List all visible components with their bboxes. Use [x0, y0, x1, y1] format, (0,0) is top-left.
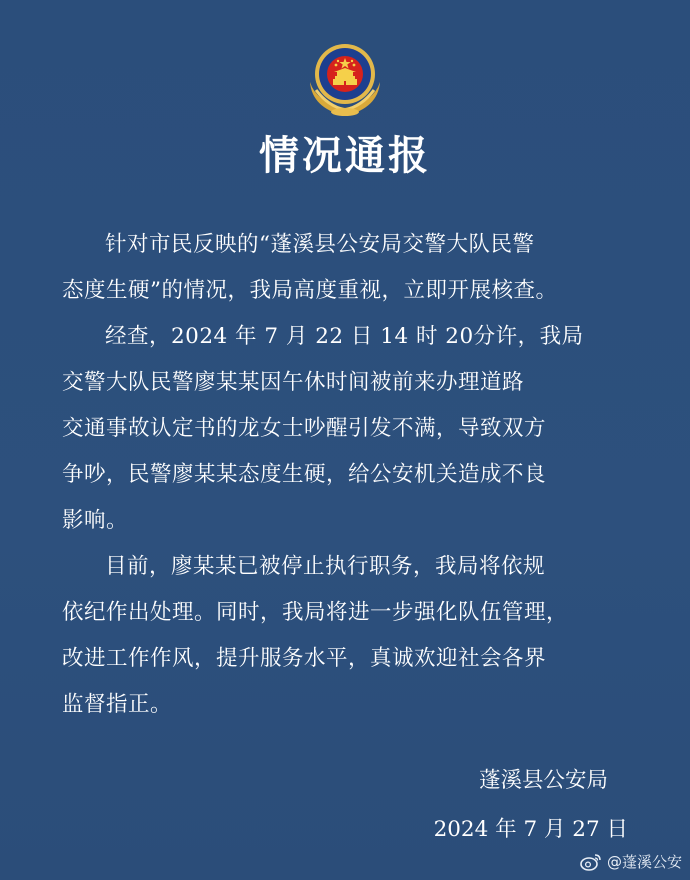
- paragraph-line: 影响。: [62, 508, 129, 533]
- watermark-text: @蓬溪公安: [606, 853, 682, 871]
- paragraph-line: 改进工作作风，提升服务水平，真诚欢迎社会各界: [62, 646, 547, 671]
- paragraph-1: [62, 222, 640, 314]
- police-emblem-icon: [302, 38, 388, 118]
- paragraph-line: 依纪作出处理。同时，我局将进一步强化队伍管理，: [62, 600, 569, 625]
- weibo-watermark: [580, 851, 682, 872]
- paragraph-line: 经查，2024 年 7 月 22 日 14 时 20分许，我局: [105, 324, 584, 349]
- notice-body: [62, 222, 640, 728]
- paragraph-2: [62, 314, 640, 544]
- paragraph-line: 交警大队民警廖某某因午休时间被前来办理道路: [62, 370, 525, 395]
- signature-organization: 蓬溪县公安局: [478, 768, 608, 793]
- paragraph-line: 针对市民反映的“蓬溪县公安局交警大队民警: [105, 232, 535, 257]
- paragraph-line: 争吵，民警廖某某态度生硬，给公安机关造成不良: [62, 462, 547, 487]
- weibo-icon: [580, 853, 602, 871]
- paragraph-line: 目前，廖某某已被停止执行职务，我局将依规: [105, 554, 546, 579]
- paragraph-line: 交通事故认定书的龙女士吵醒引发不满，导致双方: [62, 416, 547, 441]
- paragraph-3: [62, 544, 640, 728]
- paragraph-line: 监督指正。: [62, 692, 173, 717]
- signature-date: 2024 年 7 月 27 日: [433, 817, 628, 842]
- notice-title: 情况通报: [259, 133, 431, 179]
- paragraph-line: 态度生硬”的情况，我局高度重视，立即开展核查。: [62, 278, 558, 303]
